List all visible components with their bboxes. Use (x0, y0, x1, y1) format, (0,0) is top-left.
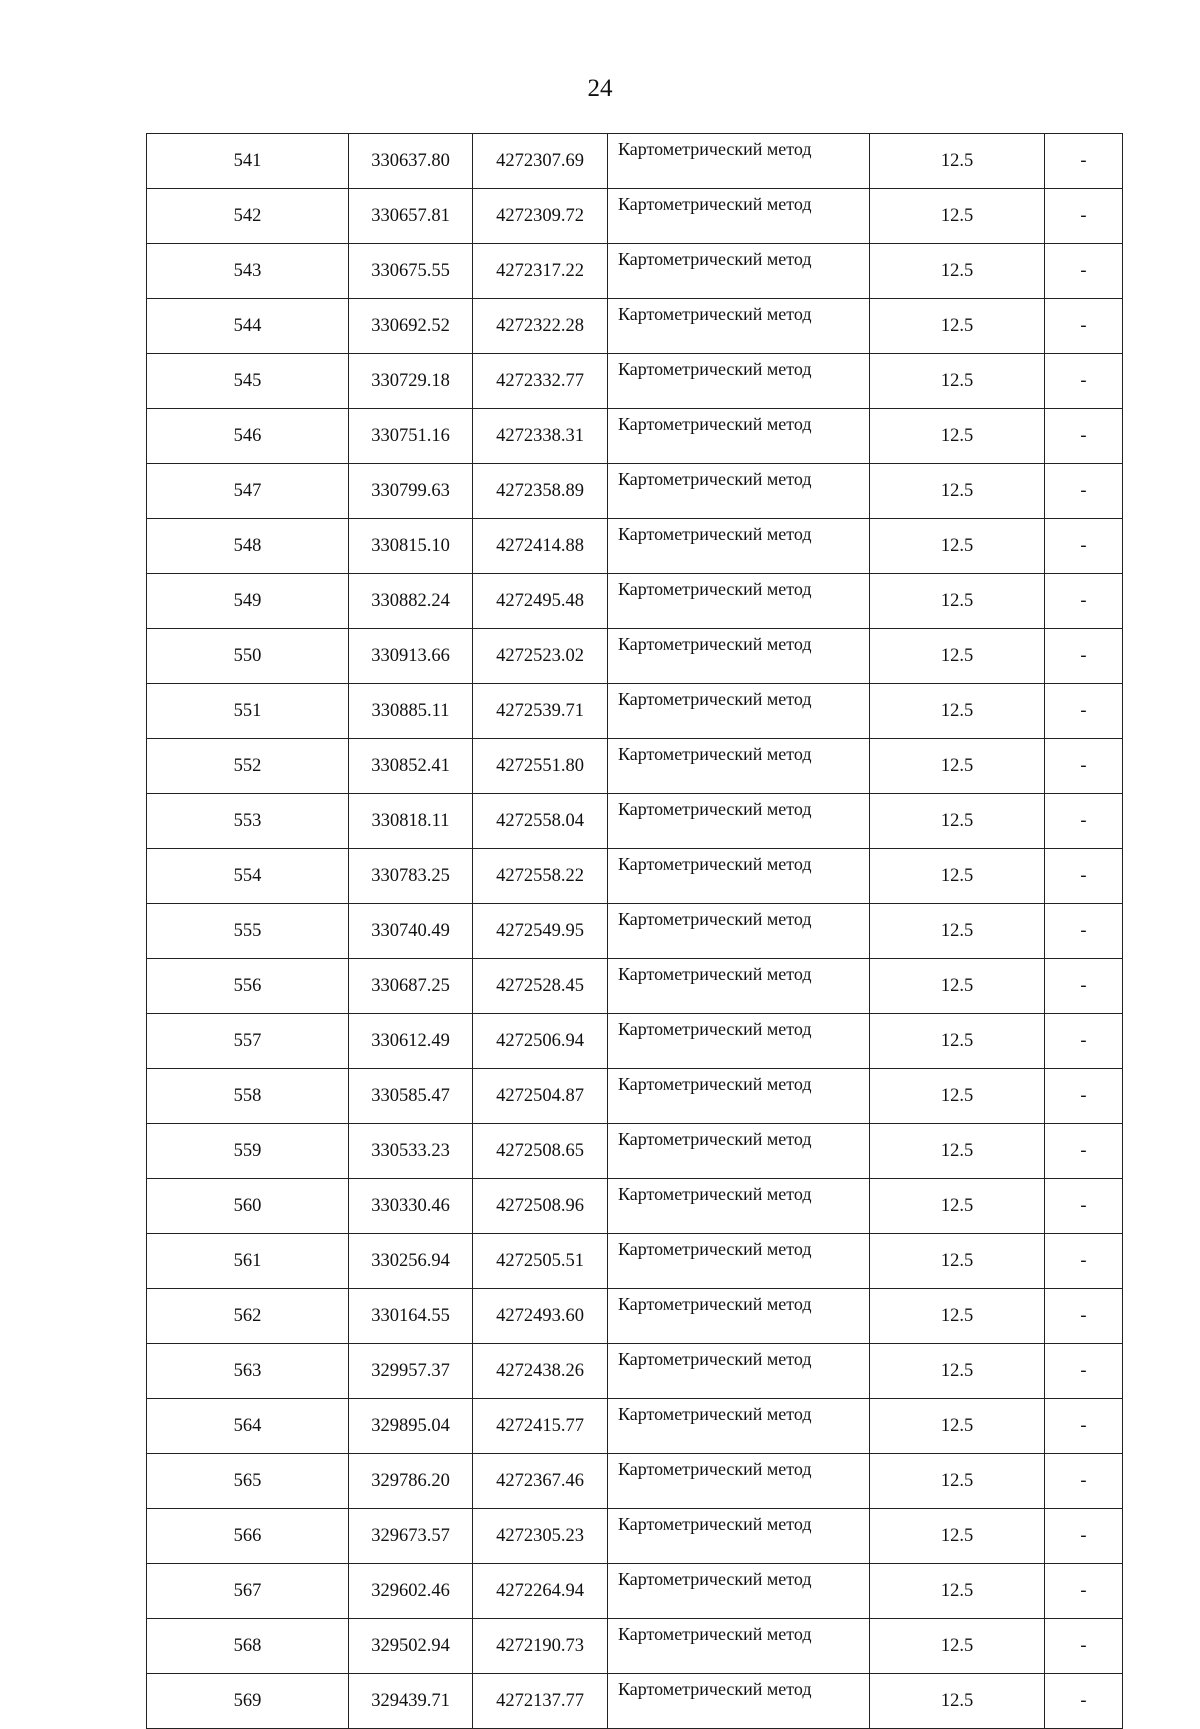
y-coordinate-cell: 4272549.95 (473, 904, 608, 959)
point-number-cell: 558 (147, 1069, 349, 1124)
accuracy-cell: 12.5 (870, 519, 1045, 574)
x-coordinate-cell: 329502.94 (349, 1619, 473, 1674)
description-cell: - (1045, 1509, 1123, 1564)
y-coordinate-cell: 4272506.94 (473, 1014, 608, 1069)
description-cell: - (1045, 739, 1123, 794)
accuracy-cell: 12.5 (870, 904, 1045, 959)
point-number-cell: 560 (147, 1179, 349, 1234)
point-number-cell: 549 (147, 574, 349, 629)
y-coordinate-cell: 4272332.77 (473, 354, 608, 409)
method-cell: Картометрический метод (608, 1234, 870, 1289)
x-coordinate-cell: 329957.37 (349, 1344, 473, 1399)
description-cell: - (1045, 684, 1123, 739)
accuracy-cell: 12.5 (870, 299, 1045, 354)
table-row (147, 1509, 1123, 1564)
x-coordinate-cell: 330815.10 (349, 519, 473, 574)
accuracy-cell: 12.5 (870, 1564, 1045, 1619)
y-coordinate-cell: 4272558.04 (473, 794, 608, 849)
description-cell: - (1045, 354, 1123, 409)
point-number-cell: 556 (147, 959, 349, 1014)
x-coordinate-cell: 330256.94 (349, 1234, 473, 1289)
point-number-cell: 563 (147, 1344, 349, 1399)
accuracy-cell: 12.5 (870, 134, 1045, 189)
y-coordinate-cell: 4272493.60 (473, 1289, 608, 1344)
point-number-cell: 553 (147, 794, 349, 849)
x-coordinate-cell: 329439.71 (349, 1674, 473, 1729)
method-cell: Картометрический метод (608, 519, 870, 574)
x-coordinate-cell: 330913.66 (349, 629, 473, 684)
y-coordinate-cell: 4272307.69 (473, 134, 608, 189)
accuracy-cell: 12.5 (870, 629, 1045, 684)
accuracy-cell: 12.5 (870, 1289, 1045, 1344)
method-cell: Картометрический метод (608, 1674, 870, 1729)
table-row (147, 1234, 1123, 1289)
point-number-cell: 543 (147, 244, 349, 299)
x-coordinate-cell: 329786.20 (349, 1454, 473, 1509)
method-cell: Картометрический метод (608, 299, 870, 354)
method-cell: Картометрический метод (608, 1179, 870, 1234)
method-cell: Картометрический метод (608, 244, 870, 299)
accuracy-cell: 12.5 (870, 1509, 1045, 1564)
table-row (147, 1564, 1123, 1619)
x-coordinate-cell: 330729.18 (349, 354, 473, 409)
table-row (147, 1069, 1123, 1124)
accuracy-cell: 12.5 (870, 464, 1045, 519)
table-row (147, 739, 1123, 794)
table-row (147, 1124, 1123, 1179)
table-row (147, 849, 1123, 904)
accuracy-cell: 12.5 (870, 189, 1045, 244)
description-cell: - (1045, 409, 1123, 464)
y-coordinate-cell: 4272508.65 (473, 1124, 608, 1179)
method-cell: Картометрический метод (608, 1399, 870, 1454)
y-coordinate-cell: 4272505.51 (473, 1234, 608, 1289)
x-coordinate-cell: 330799.63 (349, 464, 473, 519)
x-coordinate-cell: 329895.04 (349, 1399, 473, 1454)
description-cell: - (1045, 629, 1123, 684)
method-cell: Картометрический метод (608, 849, 870, 904)
description-cell: - (1045, 959, 1123, 1014)
x-coordinate-cell: 330533.23 (349, 1124, 473, 1179)
table-row (147, 244, 1123, 299)
x-coordinate-cell: 330675.55 (349, 244, 473, 299)
point-number-cell: 552 (147, 739, 349, 794)
x-coordinate-cell: 330585.47 (349, 1069, 473, 1124)
accuracy-cell: 12.5 (870, 1399, 1045, 1454)
y-coordinate-cell: 4272523.02 (473, 629, 608, 684)
method-cell: Картометрический метод (608, 1619, 870, 1674)
y-coordinate-cell: 4272322.28 (473, 299, 608, 354)
point-number-cell: 561 (147, 1234, 349, 1289)
coordinates-table-body (147, 134, 1123, 1729)
accuracy-cell: 12.5 (870, 354, 1045, 409)
x-coordinate-cell: 330882.24 (349, 574, 473, 629)
point-number-cell: 554 (147, 849, 349, 904)
table-row (147, 1399, 1123, 1454)
y-coordinate-cell: 4272495.48 (473, 574, 608, 629)
description-cell: - (1045, 1619, 1123, 1674)
description-cell: - (1045, 1399, 1123, 1454)
y-coordinate-cell: 4272528.45 (473, 959, 608, 1014)
x-coordinate-cell: 330330.46 (349, 1179, 473, 1234)
table-row (147, 354, 1123, 409)
method-cell: Картометрический метод (608, 1014, 870, 1069)
method-cell: Картометрический метод (608, 794, 870, 849)
y-coordinate-cell: 4272414.88 (473, 519, 608, 574)
method-cell: Картометрический метод (608, 409, 870, 464)
accuracy-cell: 12.5 (870, 739, 1045, 794)
description-cell: - (1045, 134, 1123, 189)
accuracy-cell: 12.5 (870, 1674, 1045, 1729)
point-number-cell: 565 (147, 1454, 349, 1509)
accuracy-cell: 12.5 (870, 1454, 1045, 1509)
point-number-cell: 555 (147, 904, 349, 959)
method-cell: Картометрический метод (608, 354, 870, 409)
y-coordinate-cell: 4272415.77 (473, 1399, 608, 1454)
x-coordinate-cell: 330852.41 (349, 739, 473, 794)
y-coordinate-cell: 4272504.87 (473, 1069, 608, 1124)
table-row (147, 1674, 1123, 1729)
method-cell: Картометрический метод (608, 684, 870, 739)
table-row (147, 574, 1123, 629)
point-number-cell: 547 (147, 464, 349, 519)
description-cell: - (1045, 1179, 1123, 1234)
y-coordinate-cell: 4272305.23 (473, 1509, 608, 1564)
method-cell: Картометрический метод (608, 959, 870, 1014)
point-number-cell: 548 (147, 519, 349, 574)
accuracy-cell: 12.5 (870, 794, 1045, 849)
method-cell: Картометрический метод (608, 1509, 870, 1564)
table-row (147, 189, 1123, 244)
accuracy-cell: 12.5 (870, 1014, 1045, 1069)
description-cell: - (1045, 1674, 1123, 1729)
y-coordinate-cell: 4272190.73 (473, 1619, 608, 1674)
table-row (147, 904, 1123, 959)
table-row (147, 134, 1123, 189)
x-coordinate-cell: 329673.57 (349, 1509, 473, 1564)
accuracy-cell: 12.5 (870, 574, 1045, 629)
description-cell: - (1045, 1234, 1123, 1289)
accuracy-cell: 12.5 (870, 1124, 1045, 1179)
description-cell: - (1045, 299, 1123, 354)
page-number: 24 (587, 75, 613, 102)
table-row (147, 1014, 1123, 1069)
y-coordinate-cell: 4272358.89 (473, 464, 608, 519)
table-row (147, 1344, 1123, 1399)
description-cell: - (1045, 1454, 1123, 1509)
point-number-cell: 559 (147, 1124, 349, 1179)
description-cell: - (1045, 1014, 1123, 1069)
table-row (147, 409, 1123, 464)
description-cell: - (1045, 1124, 1123, 1179)
description-cell: - (1045, 464, 1123, 519)
method-cell: Картометрический метод (608, 1289, 870, 1344)
accuracy-cell: 12.5 (870, 1069, 1045, 1124)
accuracy-cell: 12.5 (870, 684, 1045, 739)
method-cell: Картометрический метод (608, 739, 870, 794)
description-cell: - (1045, 904, 1123, 959)
method-cell: Картометрический метод (608, 134, 870, 189)
y-coordinate-cell: 4272558.22 (473, 849, 608, 904)
method-cell: Картометрический метод (608, 1344, 870, 1399)
point-number-cell: 546 (147, 409, 349, 464)
description-cell: - (1045, 189, 1123, 244)
x-coordinate-cell: 330657.81 (349, 189, 473, 244)
coordinates-table (146, 133, 1123, 1729)
point-number-cell: 542 (147, 189, 349, 244)
table-row (147, 1619, 1123, 1674)
accuracy-cell: 12.5 (870, 849, 1045, 904)
point-number-cell: 541 (147, 134, 349, 189)
x-coordinate-cell: 330692.52 (349, 299, 473, 354)
method-cell: Картометрический метод (608, 1564, 870, 1619)
point-number-cell: 567 (147, 1564, 349, 1619)
x-coordinate-cell: 329602.46 (349, 1564, 473, 1619)
x-coordinate-cell: 330164.55 (349, 1289, 473, 1344)
table-row (147, 519, 1123, 574)
table-row (147, 629, 1123, 684)
table-row (147, 299, 1123, 354)
y-coordinate-cell: 4272309.72 (473, 189, 608, 244)
y-coordinate-cell: 4272508.96 (473, 1179, 608, 1234)
method-cell: Картометрический метод (608, 629, 870, 684)
method-cell: Картометрический метод (608, 1454, 870, 1509)
x-coordinate-cell: 330751.16 (349, 409, 473, 464)
description-cell: - (1045, 794, 1123, 849)
point-number-cell: 566 (147, 1509, 349, 1564)
x-coordinate-cell: 330612.49 (349, 1014, 473, 1069)
description-cell: - (1045, 1069, 1123, 1124)
table-row (147, 1179, 1123, 1234)
method-cell: Картометрический метод (608, 1124, 870, 1179)
description-cell: - (1045, 1344, 1123, 1399)
point-number-cell: 550 (147, 629, 349, 684)
accuracy-cell: 12.5 (870, 1344, 1045, 1399)
y-coordinate-cell: 4272317.22 (473, 244, 608, 299)
point-number-cell: 568 (147, 1619, 349, 1674)
x-coordinate-cell: 330818.11 (349, 794, 473, 849)
accuracy-cell: 12.5 (870, 1234, 1045, 1289)
y-coordinate-cell: 4272551.80 (473, 739, 608, 794)
table-row (147, 1454, 1123, 1509)
y-coordinate-cell: 4272367.46 (473, 1454, 608, 1509)
accuracy-cell: 12.5 (870, 409, 1045, 464)
method-cell: Картометрический метод (608, 904, 870, 959)
x-coordinate-cell: 330783.25 (349, 849, 473, 904)
method-cell: Картометрический метод (608, 1069, 870, 1124)
point-number-cell: 544 (147, 299, 349, 354)
description-cell: - (1045, 1564, 1123, 1619)
accuracy-cell: 12.5 (870, 244, 1045, 299)
y-coordinate-cell: 4272438.26 (473, 1344, 608, 1399)
x-coordinate-cell: 330637.80 (349, 134, 473, 189)
x-coordinate-cell: 330687.25 (349, 959, 473, 1014)
description-cell: - (1045, 574, 1123, 629)
description-cell: - (1045, 519, 1123, 574)
method-cell: Картометрический метод (608, 574, 870, 629)
table-row (147, 959, 1123, 1014)
x-coordinate-cell: 330885.11 (349, 684, 473, 739)
description-cell: - (1045, 1289, 1123, 1344)
point-number-cell: 545 (147, 354, 349, 409)
table-row (147, 1289, 1123, 1344)
method-cell: Картометрический метод (608, 189, 870, 244)
table-row (147, 794, 1123, 849)
point-number-cell: 564 (147, 1399, 349, 1454)
y-coordinate-cell: 4272264.94 (473, 1564, 608, 1619)
x-coordinate-cell: 330740.49 (349, 904, 473, 959)
point-number-cell: 562 (147, 1289, 349, 1344)
point-number-cell: 569 (147, 1674, 349, 1729)
point-number-cell: 557 (147, 1014, 349, 1069)
y-coordinate-cell: 4272539.71 (473, 684, 608, 739)
table-row (147, 464, 1123, 519)
description-cell: - (1045, 849, 1123, 904)
y-coordinate-cell: 4272338.31 (473, 409, 608, 464)
accuracy-cell: 12.5 (870, 959, 1045, 1014)
description-cell: - (1045, 244, 1123, 299)
point-number-cell: 551 (147, 684, 349, 739)
method-cell: Картометрический метод (608, 464, 870, 519)
accuracy-cell: 12.5 (870, 1619, 1045, 1674)
y-coordinate-cell: 4272137.77 (473, 1674, 608, 1729)
accuracy-cell: 12.5 (870, 1179, 1045, 1234)
table-row (147, 684, 1123, 739)
